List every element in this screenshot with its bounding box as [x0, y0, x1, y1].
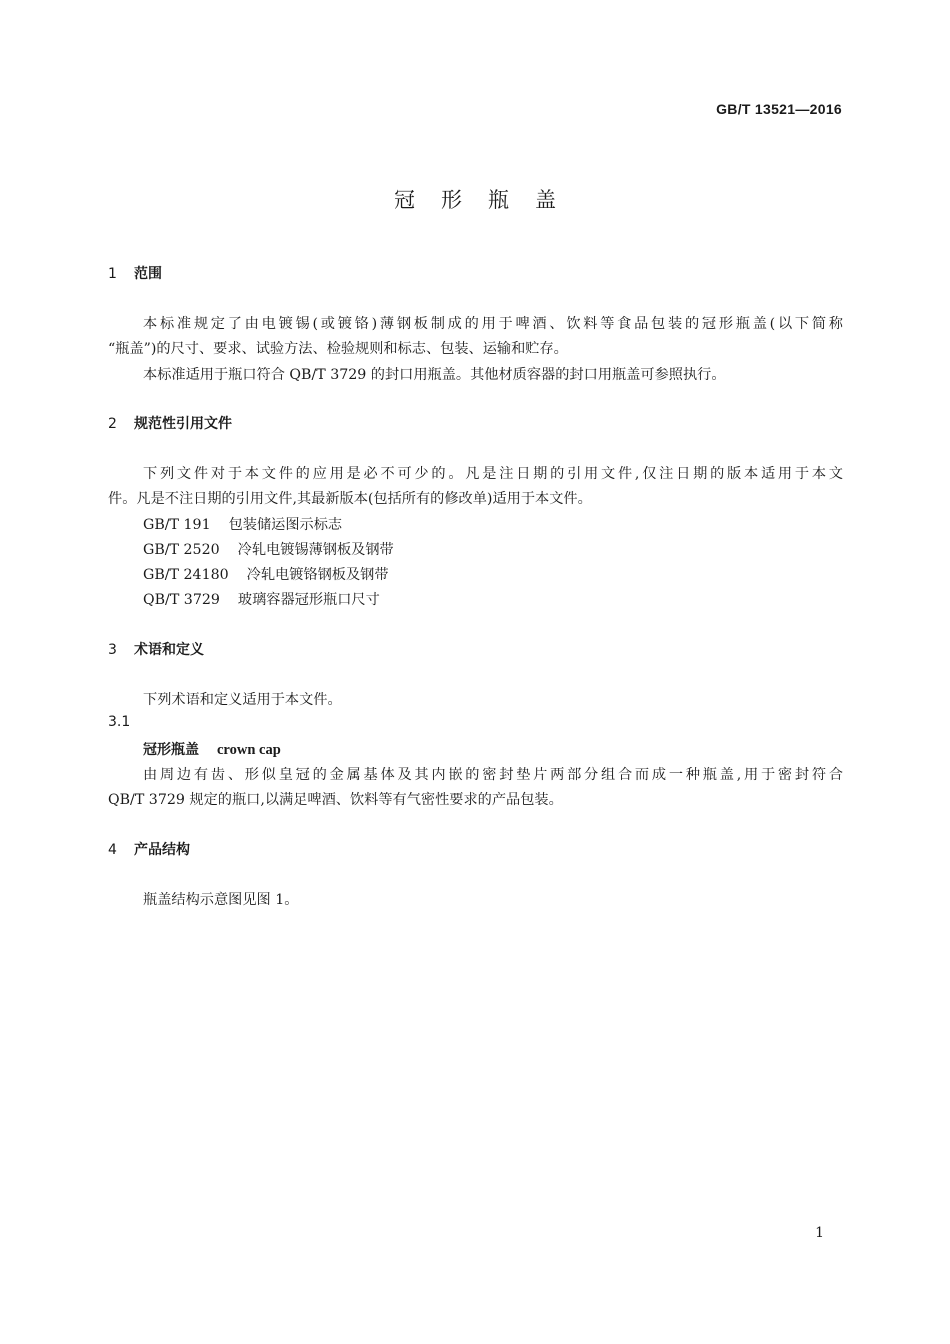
reference-item [143, 514, 342, 534]
reference-title: 包装储运图示标志 [228, 517, 343, 533]
definition-line: 由周边有齿、形似皇冠的金属基体及其内嵌的密封垫片两部分组合而成一种瓶盖,用于密封符合 [143, 767, 843, 783]
paragraph-line: 下列术语和定义适用于本文件。 [143, 692, 342, 708]
paragraph-line: 本标准规定了由电镀锡(或镀铬)薄钢板制成的用于啤酒、饮料等食品包装的冠形瓶盖(以下简称 [143, 316, 843, 332]
section-heading [108, 839, 190, 859]
term-english: crown cap [217, 742, 281, 758]
paragraph-line: 瓶盖结构示意图见图 1。 [143, 892, 299, 908]
reference-item [143, 589, 380, 609]
section-title: 规范性引用文件 [134, 416, 232, 432]
section-title: 产品结构 [134, 842, 190, 858]
reference-item [143, 564, 389, 584]
definition-line: QB/T 3729 规定的瓶口,以满足啤酒、饮料等有气密性要求的产品包装。 [108, 792, 563, 808]
reference-code: GB/T 191 [143, 517, 211, 533]
section-title: 术语和定义 [134, 642, 204, 658]
reference-code: GB/T 2520 [143, 542, 220, 558]
section-number: 1 [108, 266, 117, 282]
reference-code: GB/T 24180 [143, 567, 229, 583]
section-number: 4 [108, 842, 117, 858]
section-number: 2 [108, 416, 117, 432]
paragraph-line: 下列文件对于本文件的应用是必不可少的。凡是注日期的引用文件,仅注日期的版本适用于本文 [143, 466, 843, 482]
section-title: 范围 [134, 266, 162, 282]
section-heading [108, 263, 162, 283]
document-title: 冠形瓶盖 [394, 188, 582, 212]
section-heading [108, 639, 204, 659]
reference-title: 冷轧电镀铬钢板及钢带 [246, 567, 389, 583]
reference-code: QB/T 3729 [143, 592, 220, 608]
standard-number: GB/T 13521—2016 [716, 101, 842, 117]
section-heading [108, 413, 232, 433]
page-number: 1 [815, 1225, 824, 1241]
reference-item [143, 539, 394, 559]
reference-title: 冷轧电镀锡薄钢板及钢带 [237, 542, 394, 558]
reference-title: 玻璃容器冠形瓶口尺寸 [237, 592, 380, 608]
section-number: 3 [108, 642, 117, 658]
term-chinese: 冠形瓶盖 [143, 742, 199, 758]
paragraph-line: 件。凡是不注日期的引用文件,其最新版本(包括所有的修改单)适用于本文件。 [108, 491, 592, 507]
term-number: 3.1 [108, 714, 131, 730]
term-entry [143, 739, 281, 759]
paragraph-line: “瓶盖”)的尺寸、要求、试验方法、检验规则和标志、包装、运输和贮存。 [108, 341, 568, 357]
paragraph-line: 本标准适用于瓶口符合 QB/T 3729 的封口用瓶盖。其他材质容器的封口用瓶盖可参照执行。 [143, 367, 726, 383]
